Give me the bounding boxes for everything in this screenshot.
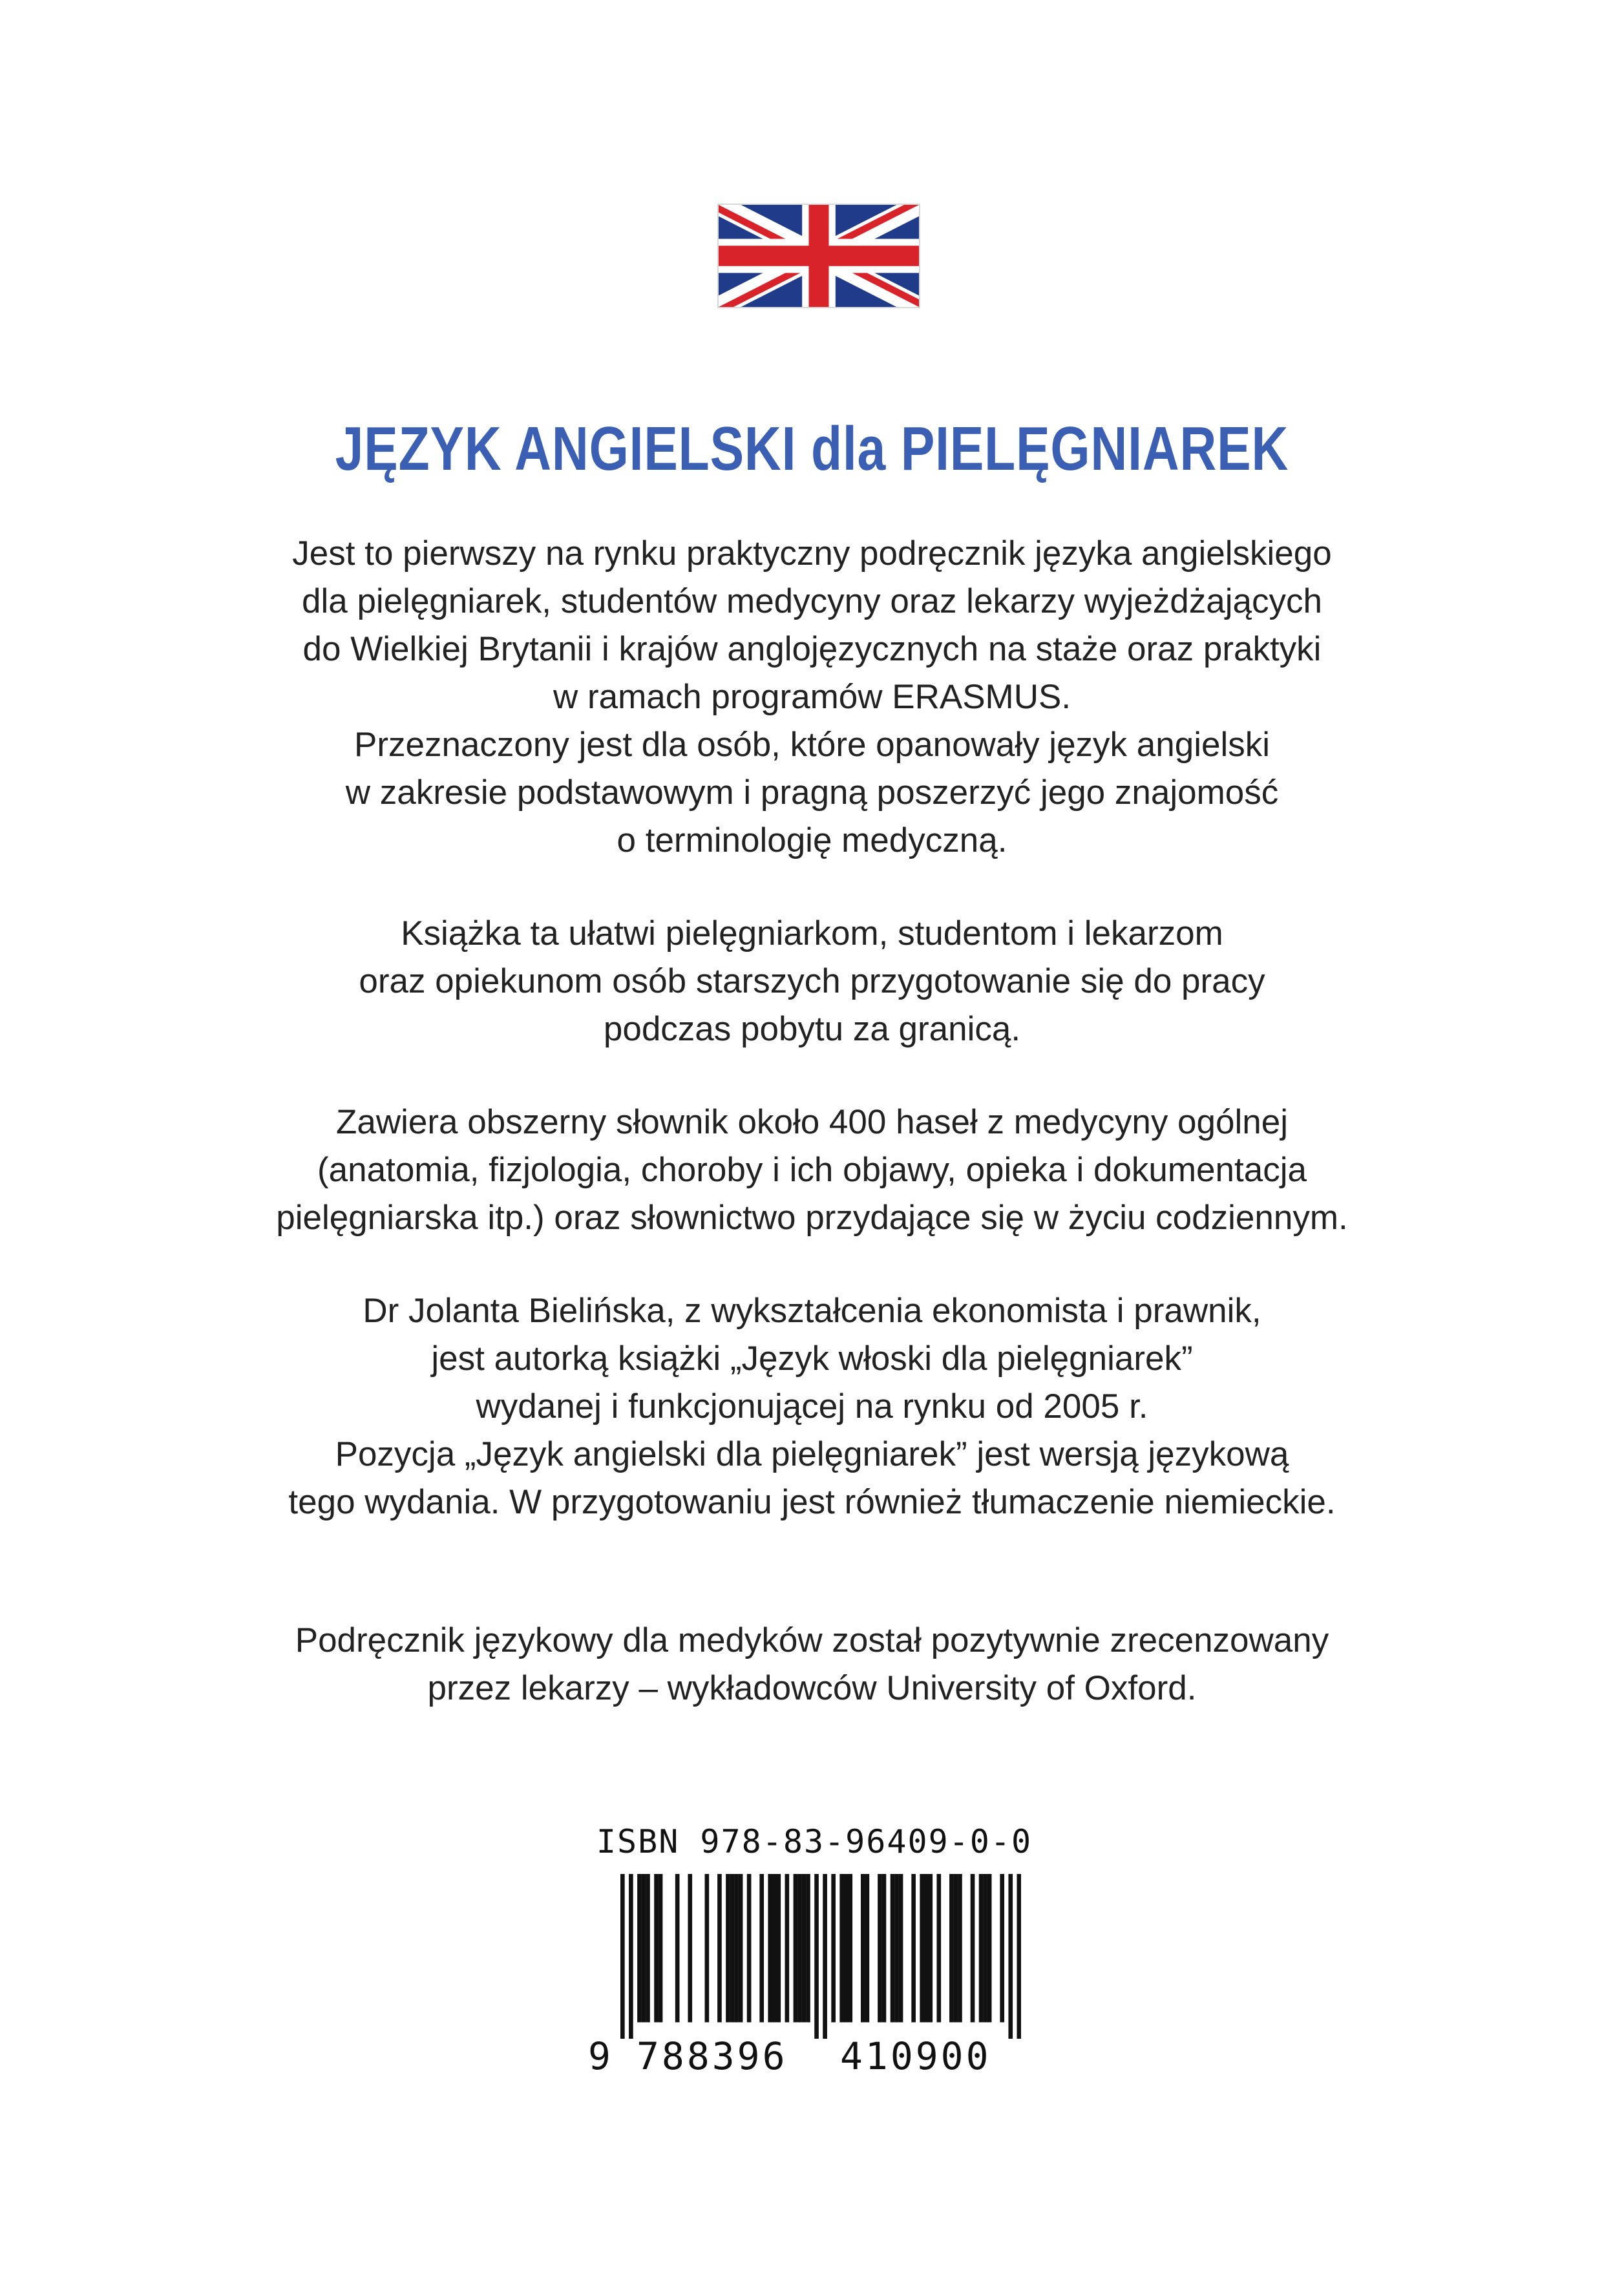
barcode-bar bbox=[891, 1874, 895, 2023]
barcode-bar bbox=[802, 1874, 807, 2023]
paragraph-benefits bbox=[0, 910, 1624, 1053]
barcode-bar bbox=[1008, 1874, 1013, 2039]
text-line: jest autorką książki „Język włoski dla pielęgniarek” bbox=[431, 1340, 1193, 1378]
barcode-bar bbox=[726, 1874, 730, 2023]
text-line: Zawiera obszerny słownik około 400 haseł z medycyny ogólnej bbox=[336, 1103, 1288, 1141]
ean-right-group: 410900 bbox=[840, 2034, 991, 2078]
isbn-barcode bbox=[569, 1822, 1060, 2094]
barcode-bar bbox=[987, 1874, 992, 2023]
barcode-bar bbox=[705, 1874, 710, 2023]
barcode-bar bbox=[949, 1874, 954, 2023]
text-line: w ramach programów ERASMUS. bbox=[553, 678, 1071, 716]
ean-left-group: 788396 bbox=[637, 2034, 788, 2078]
text-line: Pozycja „Język angielski dla pielęgniarek” jest wersją językową bbox=[335, 1435, 1289, 1473]
barcode-bar bbox=[637, 1874, 642, 2023]
barcode-bar bbox=[768, 1874, 772, 2023]
text-line: do Wielkiej Brytanii i krajów anglojęzycznych na staże oraz praktyki bbox=[302, 630, 1322, 668]
barcode-bar bbox=[797, 1874, 802, 2023]
text-line: o terminologię medyczną. bbox=[617, 821, 1007, 859]
barcode-bar bbox=[1000, 1874, 1004, 2023]
barcode-bar bbox=[747, 1874, 752, 2023]
text-line: pielęgniarska itp.) oraz słownictwo przydające się w życiu codziennym. bbox=[276, 1199, 1348, 1237]
isbn-label: ISBN 978-83-96409-0-0 bbox=[596, 1823, 1033, 1860]
barcode-bar bbox=[642, 1874, 646, 2023]
barcode-bar bbox=[739, 1874, 743, 2023]
barcode-bar bbox=[936, 1874, 941, 2023]
barcode-bar bbox=[823, 1874, 827, 2039]
barcode-bar bbox=[772, 1874, 777, 2023]
barcode-bar bbox=[844, 1874, 849, 2023]
barcode-bar bbox=[878, 1874, 882, 2023]
text-line: w zakresie podstawowym i pragną poszerzyć jego znajomość bbox=[345, 773, 1279, 812]
barcode-bar bbox=[831, 1874, 836, 2023]
text-line: (anatomia, fizjologia, choroby i ich objawy, opieka i dokumentacja bbox=[317, 1151, 1307, 1189]
paragraph-author bbox=[0, 1287, 1624, 1526]
barcode-bar bbox=[979, 1874, 984, 2023]
text-line: dla pielęgniarek, studentów medycyny oraz lekarzy wyjeżdżających bbox=[302, 582, 1322, 620]
barcode-bar bbox=[861, 1874, 865, 2023]
paragraph-spacer bbox=[0, 1242, 1624, 1287]
paragraph-intro bbox=[0, 530, 1624, 865]
ean-first-digit: 9 bbox=[588, 2034, 611, 2078]
barcode-bar bbox=[848, 1874, 852, 2023]
text-line: Przeznaczony jest dla osób, które opanowały język angielski bbox=[353, 726, 1271, 764]
barcode-bar bbox=[806, 1874, 810, 2023]
union-jack-flag-icon bbox=[717, 204, 920, 308]
text-line: Jest to pierwszy na rynku praktyczny podręcznik języka angielskiego bbox=[292, 534, 1332, 573]
barcode-bar bbox=[1017, 1874, 1021, 2039]
barcode-bar bbox=[794, 1874, 798, 2023]
text-line: tego wydania. W przygotowaniu jest również tłumaczenie niemieckie. bbox=[288, 1483, 1336, 1521]
paragraph-review bbox=[0, 1617, 1624, 1712]
barcode-bar bbox=[911, 1874, 916, 2023]
barcode-bar bbox=[730, 1874, 735, 2023]
text-line: Książka ta ułatwi pielęgniarkom, studentom i lekarzom bbox=[401, 914, 1223, 952]
barcode-bar bbox=[920, 1874, 924, 2023]
barcode-bar bbox=[814, 1874, 819, 2039]
barcode-bar bbox=[659, 1874, 663, 2023]
book-title: JĘZYK ANGIELSKI dla PIELĘGNIAREK bbox=[335, 414, 1289, 483]
barcode-bar bbox=[688, 1874, 692, 2023]
barcode-bars bbox=[620, 1874, 1021, 2039]
barcode-bar bbox=[646, 1874, 650, 2023]
barcode-bar bbox=[928, 1874, 933, 2023]
barcode-bar bbox=[865, 1874, 870, 2023]
barcode-bar bbox=[629, 1874, 633, 2039]
barcode-bar bbox=[675, 1874, 680, 2023]
paragraph-spacer bbox=[0, 1526, 1624, 1617]
text-line: wydanej i funkcjonującej na rynku od 2005 r. bbox=[476, 1387, 1148, 1426]
barcode-bar bbox=[620, 1874, 625, 2039]
barcode-bar bbox=[954, 1874, 958, 2023]
barcode-bar bbox=[785, 1874, 790, 2023]
barcode-bar bbox=[983, 1874, 987, 2023]
paragraph-spacer bbox=[0, 865, 1624, 910]
barcode-bar bbox=[776, 1874, 781, 2023]
barcode-bar bbox=[839, 1874, 844, 2023]
barcode-bar bbox=[734, 1874, 739, 2023]
text-line: oraz opiekunom osób starszych przygotowanie się do pracy bbox=[359, 962, 1265, 1000]
text-line: podczas pobytu za granicą. bbox=[603, 1010, 1021, 1048]
barcode-bar bbox=[924, 1874, 929, 2023]
barcode-bar bbox=[717, 1874, 722, 2023]
text-line: przez lekarzy – wykładowców University of Oxford. bbox=[427, 1669, 1197, 1707]
barcode-bar bbox=[899, 1874, 903, 2023]
barcode-bar bbox=[759, 1874, 764, 2023]
barcode-bar bbox=[882, 1874, 887, 2023]
text-line: Podręcznik językowy dla medyków został pozytywnie zrecenzowany bbox=[295, 1621, 1329, 1659]
paragraph-contents bbox=[0, 1099, 1624, 1242]
barcode-bar bbox=[654, 1874, 659, 2023]
paragraph-spacer bbox=[0, 1053, 1624, 1099]
book-description bbox=[0, 530, 1624, 1712]
barcode-bar bbox=[971, 1874, 975, 2023]
text-line: Dr Jolanta Bielińska, z wykształcenia ekonomista i prawnik, bbox=[363, 1292, 1261, 1330]
barcode-bar bbox=[958, 1874, 962, 2023]
barcode-bar bbox=[894, 1874, 899, 2023]
flag-graphic bbox=[719, 205, 919, 307]
